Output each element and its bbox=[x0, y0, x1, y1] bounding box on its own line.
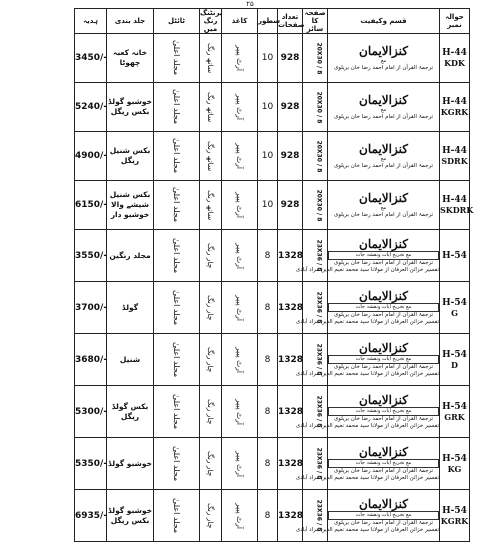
title-cell: مجلد اعلیٰ bbox=[154, 282, 200, 334]
description-line: مع تخریج آیات ونقشہ جات bbox=[328, 303, 439, 312]
header-paper: کاغذ bbox=[222, 9, 258, 34]
binding-cell: بکس شنیل ریگل bbox=[107, 132, 154, 181]
colors-cell: چار رنگ bbox=[200, 490, 222, 542]
price-cell: 3450/- bbox=[75, 34, 107, 83]
code-series: H-44 bbox=[442, 48, 467, 58]
pages-cell: 928 bbox=[278, 181, 303, 230]
code-cell bbox=[440, 282, 470, 334]
binding-cell: مجلد رنگین bbox=[107, 230, 154, 282]
kanzul-iman-logo: کنزالایمان bbox=[359, 93, 408, 107]
description-line: تفسیر خزائن العرفان از مولانا سید محمد نعیم الدین مراد آبادی bbox=[295, 371, 439, 377]
kanzul-iman-logo: کنزالایمان bbox=[359, 237, 408, 251]
price-cell: 3550/- bbox=[75, 230, 107, 282]
kanzul-iman-logo: کنزالایمان bbox=[359, 393, 408, 407]
description-line: ترجمۃ القرآن از امام احمد رضا خان بریلوی bbox=[333, 416, 434, 422]
description-line: مع bbox=[380, 58, 387, 64]
size-cell bbox=[303, 83, 328, 132]
colors-cell: چار رنگ bbox=[200, 438, 222, 490]
size-value: 20X30 / 8 bbox=[315, 91, 323, 123]
paper-cell: آرٹ پیپر bbox=[222, 282, 258, 334]
description-line: مع تخریج آیات ونقشہ جات bbox=[328, 511, 439, 520]
description-line: ترجمۃ القرآن از امام احمد رضا خان بریلوی bbox=[333, 520, 434, 526]
size-value: 23X36 / 8 bbox=[315, 343, 323, 376]
pages-cell: 928 bbox=[278, 132, 303, 181]
paper-cell: آرٹ پیپر bbox=[222, 438, 258, 490]
code-cell bbox=[440, 34, 470, 83]
code-cell bbox=[440, 230, 470, 282]
code-variant: GRK bbox=[444, 411, 465, 422]
code-variant: SKDRK bbox=[440, 205, 474, 215]
header-lines: سطور bbox=[258, 9, 278, 34]
description-cell bbox=[328, 132, 440, 181]
description-line: ترجمۃ القرآن از امام احمد رضا خان بریلوی bbox=[333, 260, 434, 266]
title-cell: مجلد اعلیٰ bbox=[154, 83, 200, 132]
code-cell bbox=[440, 181, 474, 230]
code-series: H-54 bbox=[442, 401, 467, 412]
code-series: H-54 bbox=[442, 453, 467, 464]
price-cell: 3680/- bbox=[75, 334, 107, 386]
paper-cell: آرٹ پیپر bbox=[222, 181, 258, 230]
pages-cell: 1328 bbox=[278, 282, 303, 334]
code-series: H-44 bbox=[442, 195, 467, 205]
size-value: 23X36 / 8 bbox=[315, 291, 323, 324]
colors-cell: ساتھ رنگ bbox=[200, 181, 222, 230]
size-cell bbox=[303, 181, 328, 230]
kanzul-iman-logo: کنزالایمان bbox=[359, 289, 408, 303]
kanzul-iman-logo: کنزالایمان bbox=[359, 497, 408, 511]
size-value: 23X36 / 8 bbox=[315, 499, 323, 532]
code-series: H-44 bbox=[442, 97, 467, 107]
pages-cell: 1328 bbox=[278, 334, 303, 386]
price-cell: 5300/- bbox=[75, 386, 107, 438]
header-title: ٹائٹل bbox=[154, 9, 200, 34]
table-row bbox=[75, 282, 470, 334]
binding-cell: شنیل bbox=[107, 334, 154, 386]
code-cell bbox=[440, 132, 470, 181]
binding-cell: بکس گولڈ ریگل bbox=[107, 386, 154, 438]
table-row bbox=[75, 34, 470, 83]
header-row bbox=[75, 9, 470, 34]
pages-cell: 1328 bbox=[278, 490, 303, 542]
paper-cell: آرٹ پیپر bbox=[222, 83, 258, 132]
description-line: ترجمۃ القرآن از امام احمد رضا خان بریلوی bbox=[333, 468, 434, 474]
binding-cell: خوشبو گولڈ بکس ریگل bbox=[107, 490, 154, 542]
description-line: مع تخریج آیات ونقشہ جات bbox=[328, 407, 439, 416]
lines-cell: 8 bbox=[258, 282, 278, 334]
title-cell: مجلد اعلیٰ bbox=[154, 34, 200, 83]
pages-cell: 1328 bbox=[278, 230, 303, 282]
pages-cell: 928 bbox=[278, 83, 303, 132]
title-cell: مجلد اعلیٰ bbox=[154, 132, 200, 181]
description-line: ترجمۃ القرآن از امام احمد رضا خان بریلوی bbox=[333, 312, 434, 318]
code-variant: KG bbox=[447, 463, 462, 474]
title-cell: مجلد اعلیٰ bbox=[154, 438, 200, 490]
table-row bbox=[75, 386, 470, 438]
code-variant: KGRK bbox=[440, 515, 469, 526]
paper-cell: آرٹ پیپر bbox=[222, 34, 258, 83]
description-line: ترجمۃ القرآن از امام احمد رضا خان بریلوی bbox=[333, 212, 434, 218]
size-value: 20X30 / 8 bbox=[315, 42, 323, 74]
paper-cell: آرٹ پیپر bbox=[222, 490, 258, 542]
price-cell: 5350/- bbox=[75, 438, 107, 490]
price-cell: 6935/- bbox=[75, 490, 107, 542]
colors-cell: چار رنگ bbox=[200, 334, 222, 386]
colors-cell: ساتھ رنگ bbox=[200, 83, 222, 132]
size-value: 20X30 / 8 bbox=[315, 140, 323, 172]
title-cell: مجلد اعلیٰ bbox=[154, 386, 200, 438]
table-row bbox=[75, 132, 470, 181]
header-code: حوالہ نمبر bbox=[440, 9, 470, 34]
code-cell bbox=[440, 386, 470, 438]
table-row bbox=[75, 83, 470, 132]
paper-cell: آرٹ پیپر bbox=[222, 132, 258, 181]
description-cell bbox=[328, 34, 440, 83]
lines-cell: 10 bbox=[258, 132, 278, 181]
colors-cell: چار رنگ bbox=[200, 386, 222, 438]
code-cell bbox=[440, 490, 470, 542]
page-number: ۲۵ bbox=[246, 0, 254, 8]
lines-cell: 10 bbox=[258, 34, 278, 83]
binding-cell: بکس شنیل شیشے والا خوشبو دار bbox=[107, 181, 154, 230]
description-line: مع bbox=[380, 107, 387, 113]
paper-cell: آرٹ پیپر bbox=[222, 230, 258, 282]
table-row bbox=[75, 334, 470, 386]
description-line: تفسیر خزائن العرفان از مولانا سید محمد نعیم الدین مراد آبادی bbox=[295, 319, 439, 325]
colors-cell: ساتھ رنگ bbox=[200, 34, 222, 83]
code-variant: SDRK bbox=[441, 156, 468, 166]
binding-cell: خانہ کعبہ چھوٹا bbox=[107, 34, 154, 83]
description-line: مع bbox=[380, 156, 387, 162]
description-line: ترجمۃ القرآن از امام احمد رضا خان بریلوی bbox=[333, 364, 434, 370]
description-line: ترجمۃ القرآن از امام احمد رضا خان بریلوی bbox=[333, 163, 434, 169]
size-value: 23X36 / 8 bbox=[315, 447, 323, 480]
header-price: ہدیہ bbox=[75, 9, 107, 34]
code-series: H-54 bbox=[442, 250, 467, 261]
size-value: 23X36 / 8 bbox=[315, 239, 323, 272]
header-colors: پرنٹنگ رنگ میں bbox=[200, 9, 223, 33]
pages-cell: 1328 bbox=[278, 438, 303, 490]
price-cell: 5240/- bbox=[75, 83, 107, 132]
code-series: H-54 bbox=[442, 297, 467, 308]
kanzul-iman-logo: کنزالایمان bbox=[359, 44, 408, 58]
binding-cell: گولڈ bbox=[107, 282, 154, 334]
table-row bbox=[75, 230, 470, 282]
code-series: H-54 bbox=[442, 505, 467, 516]
description-line: مع bbox=[380, 205, 387, 211]
catalog-table bbox=[74, 8, 474, 542]
lines-cell: 8 bbox=[258, 490, 278, 542]
colors-cell: چار رنگ bbox=[200, 282, 222, 334]
kanzul-iman-logo: کنزالایمان bbox=[359, 191, 408, 205]
description-line: ترجمۃ القرآن از امام احمد رضا خان بریلوی bbox=[333, 65, 434, 71]
lines-cell: 8 bbox=[258, 386, 278, 438]
kanzul-iman-logo: کنزالایمان bbox=[359, 142, 408, 156]
price-cell: 3700/- bbox=[75, 282, 107, 334]
header-description: قسم وکیفیت bbox=[328, 9, 440, 34]
description-line: ترجمۃ القرآن از امام احمد رضا خان بریلوی bbox=[333, 114, 434, 120]
code-series: H-44 bbox=[442, 146, 467, 156]
lines-cell: 10 bbox=[258, 181, 278, 230]
code-variant: KGRK bbox=[440, 107, 469, 117]
code-series: H-54 bbox=[442, 349, 467, 360]
size-value: 23X36 / 8 bbox=[315, 395, 323, 428]
code-variant: KDK bbox=[444, 58, 465, 68]
description-cell bbox=[328, 83, 440, 132]
description-cell bbox=[328, 181, 440, 230]
lines-cell: 8 bbox=[258, 334, 278, 386]
lines-cell: 10 bbox=[258, 83, 278, 132]
lines-cell: 8 bbox=[258, 230, 278, 282]
colors-cell: ساتھ رنگ bbox=[200, 132, 222, 181]
paper-cell: آرٹ پیپر bbox=[222, 334, 258, 386]
table-row bbox=[75, 181, 470, 230]
kanzul-iman-logo: کنزالایمان bbox=[359, 445, 408, 459]
title-cell: مجلد اعلیٰ bbox=[154, 181, 200, 230]
table-body bbox=[75, 34, 474, 542]
size-cell bbox=[303, 34, 328, 83]
colors-cell: چار رنگ bbox=[200, 230, 222, 282]
description-line: تفسیر خزائن العرفان از مولانا سید محمد نعیم الدین مراد آبادی bbox=[295, 267, 439, 273]
description-line: تفسیر خزائن العرفان از مولانا سید محمد نعیم الدین مراد آبادی bbox=[295, 527, 439, 533]
lines-cell: 8 bbox=[258, 438, 278, 490]
price-cell: 6150/- bbox=[75, 181, 107, 230]
table-row bbox=[75, 490, 470, 542]
description-line: تفسیر خزائن العرفان از مولانا سید محمد نعیم الدین مراد آبادی bbox=[295, 475, 439, 481]
size-cell bbox=[303, 132, 328, 181]
header-pages: تعداد صفحات bbox=[278, 9, 303, 34]
pages-cell: 928 bbox=[278, 34, 303, 83]
pages-cell: 1328 bbox=[278, 386, 303, 438]
title-cell: مجلد اعلیٰ bbox=[154, 230, 200, 282]
table-row bbox=[75, 438, 470, 490]
code-cell bbox=[440, 83, 470, 132]
title-cell: مجلد اعلیٰ bbox=[154, 334, 200, 386]
code-variant: D bbox=[451, 359, 458, 370]
header-size: صفحہ کا سائز bbox=[303, 9, 328, 34]
size-value: 20X30 / 8 bbox=[315, 189, 323, 221]
kanzul-iman-logo: کنزالایمان bbox=[359, 341, 408, 355]
code-variant: G bbox=[451, 307, 458, 318]
binding-cell: خوشبو گولڈ bbox=[107, 438, 154, 490]
binding-cell: خوشبو گولڈ بکس ریگل bbox=[107, 83, 154, 132]
title-cell: مجلد اعلیٰ bbox=[154, 490, 200, 542]
code-cell bbox=[440, 438, 470, 490]
description-line: مع تخریج آیات ونقشہ جات bbox=[328, 355, 439, 364]
price-cell: 4900/- bbox=[75, 132, 107, 181]
header-binding: جلد بندی bbox=[107, 9, 154, 34]
description-line: مع تخریج آیات ونقشہ جات bbox=[328, 459, 439, 468]
description-line: مع تخریج آیات ونقشہ جات bbox=[328, 251, 439, 260]
code-cell bbox=[440, 334, 470, 386]
description-line: تفسیر خزائن العرفان از مولانا سید محمد نعیم الدین مراد آبادی bbox=[295, 423, 439, 429]
paper-cell: آرٹ پیپر bbox=[222, 386, 258, 438]
